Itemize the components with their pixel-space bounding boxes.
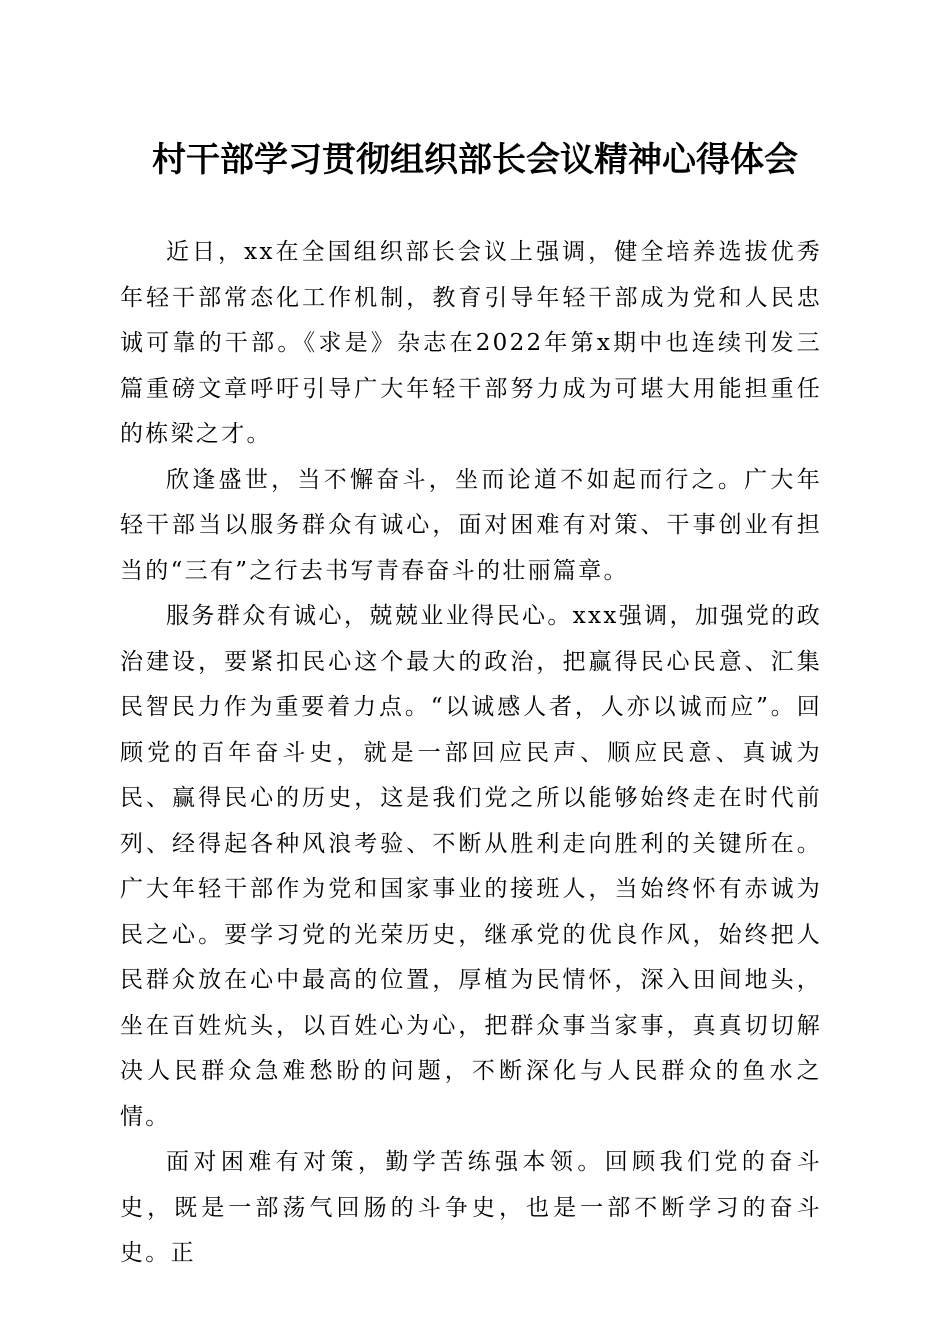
paragraph-2: 欣逢盛世，当不懈奋斗，坐而论道不如起而行之。广大年轻干部当以服务群众有诚心，面对困难有对策、干事创业有担当的“三有”之行去书写青春奋斗的壮丽篇章。 [120, 466, 822, 584]
document-title: 村干部学习贯彻组织部长会议精神心得体会 [152, 140, 798, 180]
paragraph-4: 面对困难有对策，勤学苦练强本领。回顾我们党的奋斗史，既是一部荡气回肠的斗争史，也是一部不断学习的奋斗史。正 [120, 1149, 822, 1266]
paragraph-1: 近日，xx在全国组织部长会议上强调，健全培养选拔优秀年轻干部常态化工作机制，教育引导年轻干部成为党和人民忠诚可靠的干部。《求是》杂志在2022年第x期中也连续刊发三篇重磅文章呼吁引导广大年轻干部努力成为可堪大用能担重任的栋梁之才。 [120, 239, 822, 447]
document-body [120, 230, 822, 1277]
paragraph-3: 服务群众有诚心，兢兢业业得民心。xxx强调，加强党的政治建设，要紧扣民心这个最大的政治，把赢得民心民意、汇集民智民力作为重要着力点。“以诚感人者，人亦以诚而应”。回顾党的百年奋斗史，就是一部回应民声、顺应民意、真诚为民、赢得民心的历史，这是我们党之所以能够始终走在时代前列、经得起各种风浪考验、不断从胜利走向胜利的关键所在。广大年轻干部作为党和国家事业的接班人，当始终怀有赤诚为民之心。要学习党的光荣历史，继承党的优良作风，始终把人民群众放在心中最高的位置，厚植为民情怀，深入田间地头，坐在百姓炕头，以百姓心为心，把群众事当家事，真真切切解决人民群众急难愁盼的问题，不断深化与人民群众的鱼水之情。 [120, 603, 822, 1130]
